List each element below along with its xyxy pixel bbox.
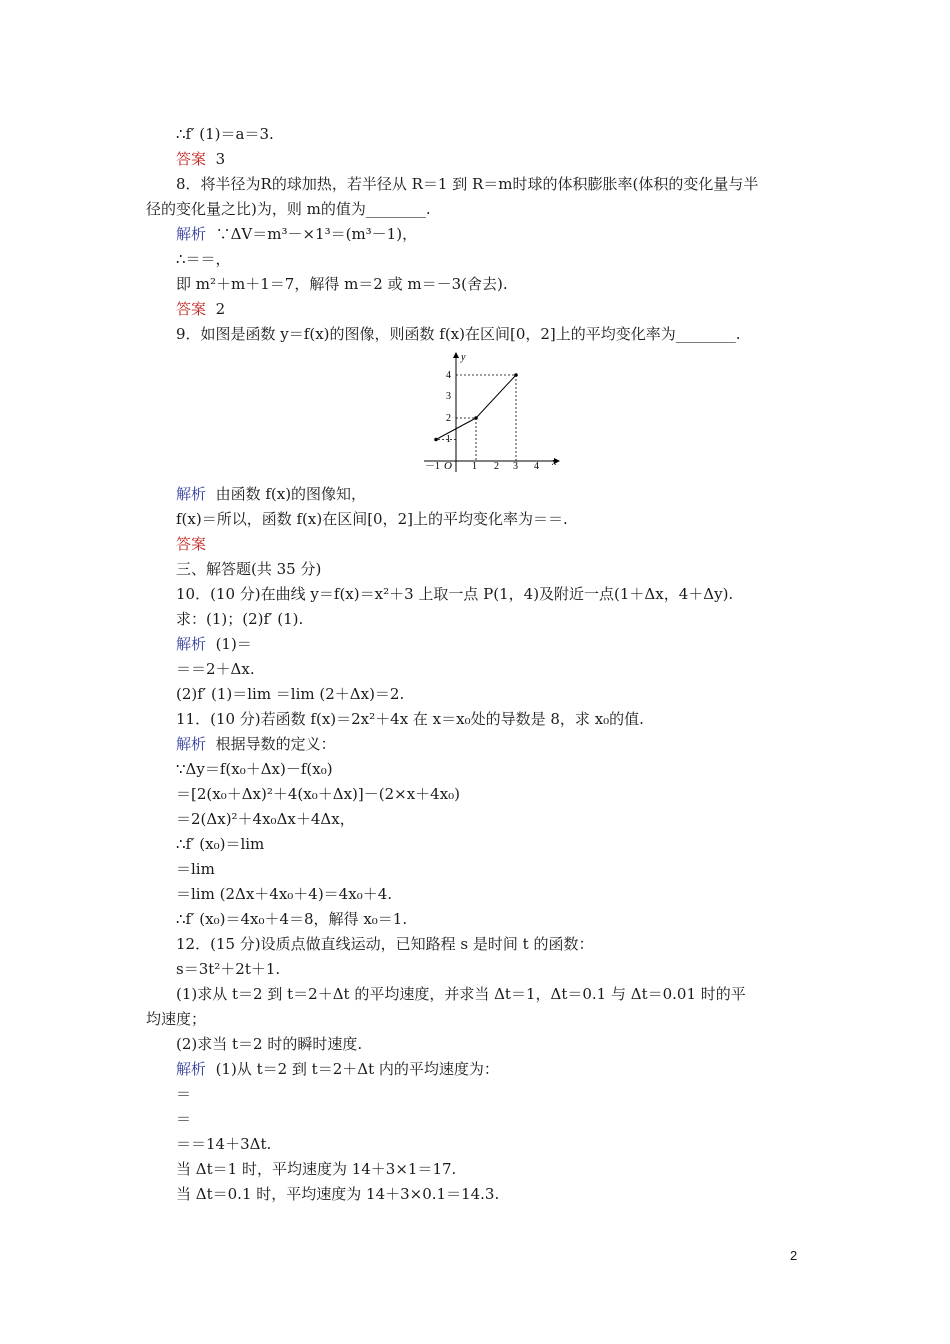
question-9-line: 9．如图是函数 y＝f(x)的图像，则函数 f(x)在区间[0，2]上的平均变化率为________. <box>176 325 741 343</box>
answer-label: 答案 <box>176 535 207 553</box>
analysis-label: 解析 <box>176 225 207 243</box>
answer-line <box>176 299 225 319</box>
graph-point <box>434 438 438 442</box>
text-line: 即 m²＋m＋1＝7，解得 m＝2 或 m＝－3(舍去). <box>176 275 508 293</box>
analysis-line <box>176 224 417 244</box>
analysis-text: 根据导数的定义： <box>215 735 336 753</box>
analysis-line <box>176 1059 499 1079</box>
x-tick-label: 2 <box>494 461 499 472</box>
text-line: ＝＝14＋3Δt. <box>176 1135 272 1153</box>
analysis-label: 解析 <box>176 735 207 753</box>
question-10-line: 10．(10 分)在曲线 y＝f(x)＝x²＋3 上取一点 P(1，4)及附近一点(1＋Δx，4＋Δy). <box>176 585 734 603</box>
analysis-line <box>176 634 252 654</box>
y-axis-arrow-icon <box>453 352 459 358</box>
analysis-text: 由函数 f(x)的图像知， <box>215 485 367 503</box>
x-tick-label: －1 <box>425 461 440 472</box>
y-tick-label: 2 <box>446 413 451 424</box>
question-11-line: 11．(10 分)若函数 f(x)＝2x²＋4x 在 x＝x₀处的导数是 8，求 x₀的值. <box>176 710 644 728</box>
text-line: (2)求当 t＝2 时的瞬时速度. <box>176 1035 363 1053</box>
y-tick-label: 1 <box>446 434 451 445</box>
y-axis-label: y <box>461 352 466 363</box>
question-8-line-2: 径的变化量之比)为，则 m的值为________. <box>146 200 431 218</box>
text-line: ∵Δy＝f(x₀＋Δx)－f(x₀) <box>176 760 333 778</box>
analysis-label: 解析 <box>176 485 207 503</box>
answer-line <box>176 149 225 169</box>
text-line: 当 Δt＝1 时，平均速度为 14＋3×1＝17. <box>176 1160 457 1178</box>
text-line: ＝2(Δx)²＋4x₀Δx＋4Δx， <box>176 810 355 828</box>
x-tick-label: 3 <box>513 461 518 472</box>
answer-label: 答案 <box>176 150 207 168</box>
text-line: ＝ <box>176 1085 192 1103</box>
y-tick-label: 4 <box>446 370 451 381</box>
text-line: ＝ <box>176 1110 192 1128</box>
text-line: ＝＝2＋Δx. <box>176 660 255 678</box>
question-8-line-1: 8．将半径为R的球加热，若半径从 R＝1 到 R＝m时球的体积膨胀率(体积的变化量与半 <box>176 175 759 193</box>
text-line: ＝lim (2Δx＋4x₀＋4)＝4x₀＋4. <box>176 885 393 903</box>
text-line: (2)f′ (1)＝lim ＝lim (2＋Δx)＝2. <box>176 685 405 703</box>
graph-segment <box>476 375 516 418</box>
x-tick-label: 1 <box>472 461 477 472</box>
text-line: ∴f′ (1)＝a＝3. <box>176 125 274 143</box>
analysis-line <box>176 484 366 504</box>
page-number: 2 <box>790 1248 798 1263</box>
text-line: ∴f′ (x₀)＝lim <box>176 835 265 853</box>
analysis-label: 解析 <box>176 635 207 653</box>
text-line: (1)求从 t＝2 到 t＝2＋Δt 的平均速度，并求当 Δt＝1，Δt＝0.1 与 Δt＝0.01 时的平 <box>176 985 746 1003</box>
origin-label: O <box>444 460 452 472</box>
graph-point <box>514 373 518 377</box>
analysis-label: 解析 <box>176 1060 207 1078</box>
section-heading: 三、解答题(共 35 分) <box>176 560 322 578</box>
function-graph <box>420 350 560 474</box>
answer-value: 2 <box>215 300 226 318</box>
analysis-text: ∵ΔV＝m³－×1³＝(m³－1)， <box>215 225 418 243</box>
text-line: 求：(1)；(2)f′ (1). <box>176 610 304 628</box>
text-line: s＝3t²＋2t＋1. <box>176 960 281 978</box>
analysis-text: (1)＝ <box>215 635 252 653</box>
text-line: ∴f′ (x₀)＝4x₀＋4＝8，解得 x₀＝1. <box>176 910 408 928</box>
question-12-line: 12．(15 分)设质点做直线运动，已知路程 s 是时间 t 的函数： <box>176 935 594 953</box>
text-line: 当 Δt＝0.1 时，平均速度为 14＋3×0.1＝14.3. <box>176 1185 500 1203</box>
x-tick-label: 4 <box>534 461 539 472</box>
answer-value: 3 <box>215 150 226 168</box>
text-line: f(x)＝所以，函数 f(x)在区间[0，2]上的平均变化率为＝＝. <box>176 510 568 528</box>
text-line: 均速度； <box>146 1010 207 1028</box>
graph-point <box>474 416 478 420</box>
x-axis-label: x <box>552 457 557 468</box>
text-line: ＝lim <box>176 860 215 878</box>
answer-label: 答案 <box>176 300 207 318</box>
y-tick-label: 3 <box>446 391 451 402</box>
text-line: ∴＝＝， <box>176 250 231 268</box>
text-line: ＝[2(x₀＋Δx)²＋4(x₀＋Δx)]－(2×x＋4x₀) <box>176 785 461 803</box>
analysis-line <box>176 734 336 754</box>
analysis-text: (1)从 t＝2 到 t＝2＋Δt 内的平均速度为： <box>215 1060 499 1078</box>
